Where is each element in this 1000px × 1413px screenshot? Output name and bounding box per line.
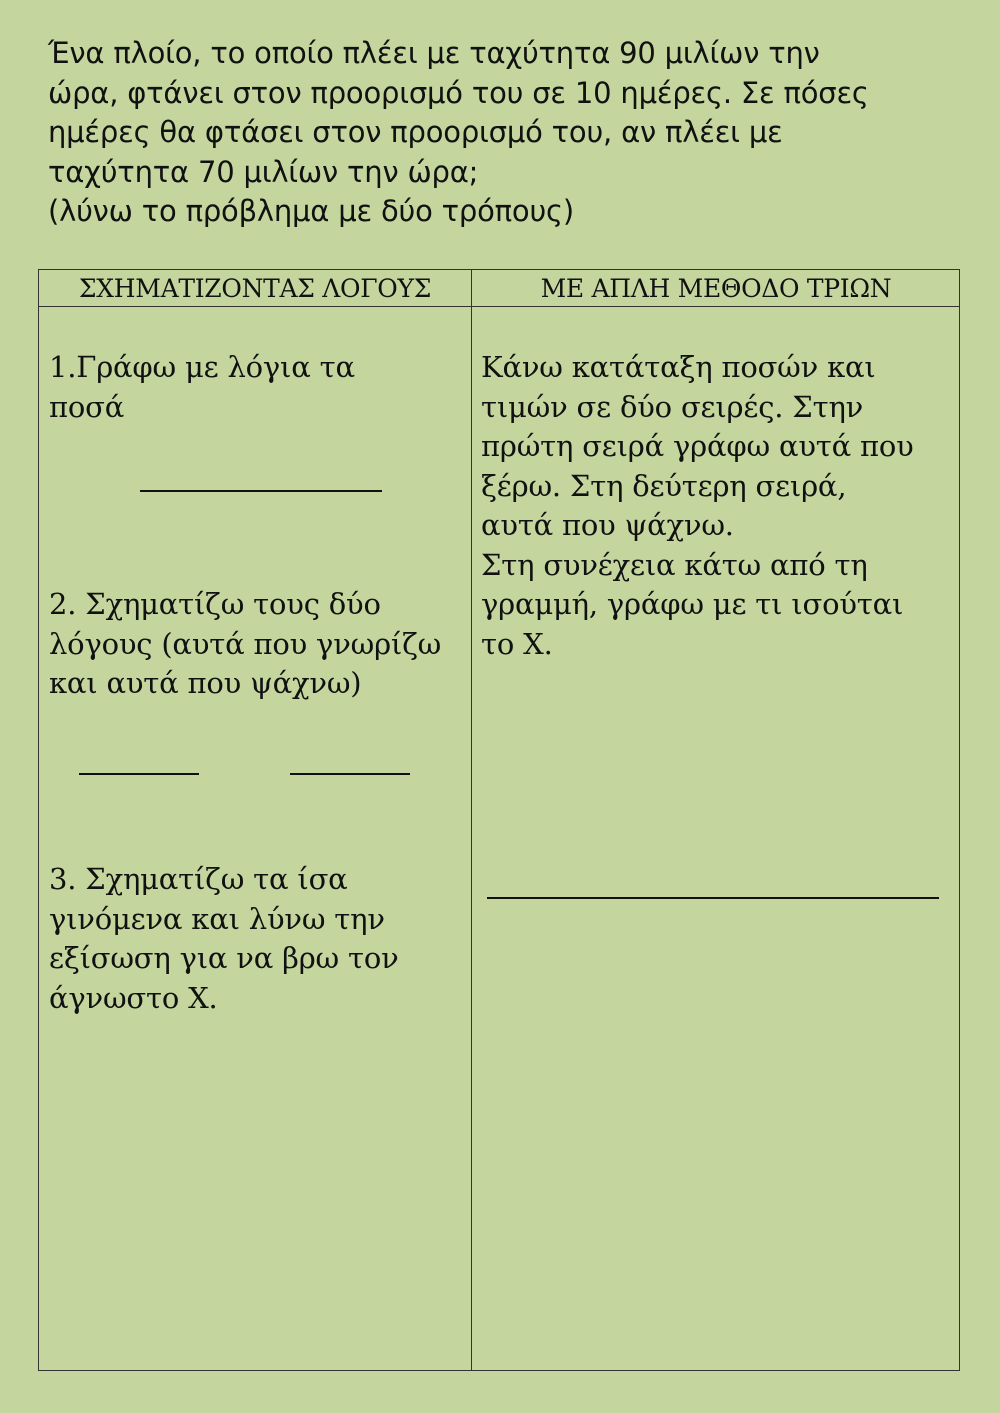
right-method-text: Κάνω κατάταξη ποσών και τιμών σε δύο σειρές. Στην πρώτη σειρά γράφω αυτά που ξέρω. Στη δεύτερη σειρά, αυτά που ψάχνω. Στη συνέχεια κάτω από τη γραμμή, γράφω με τι ισούται το Χ. [481, 350, 914, 661]
header-divider [39, 306, 959, 307]
right-column-header: ΜΕ ΑΠΛΗ ΜΕΘΟΔΟ ΤΡΙΩΝ [540, 274, 892, 303]
left-step-2: 2. Σχηματίζω τους δύο λόγους (αυτά που γνωρίζω και αυτά που ψάχνω) [49, 587, 442, 700]
step-2-ratio-line-left [79, 773, 199, 775]
step-1-answer-line [140, 490, 382, 492]
left-step-3: 3. Σχηματίζω τα ίσα γινόμενα και λύνω την εξίσωση για να βρω τον άγνωστο Χ. [49, 862, 399, 1015]
column-divider [471, 270, 472, 1370]
problem-statement [48, 34, 968, 232]
left-step-1: 1.Γράφω με λόγια τα ποσά [49, 350, 355, 424]
rule-of-three-line [487, 897, 939, 899]
solution-table [38, 269, 960, 1371]
problem-text: Ένα πλοίο, το οποίο πλέει με ταχύτητα 90 μιλίων την ώρα, φτάνει στον προορισμό του σε 10 ημέρες. Σε πόσες ημέρες θα φτάσει στον προορισμό του, αν πλέει με ταχύτητα 70 μιλίων την ώρα; [48, 36, 869, 189]
problem-note: (λύνω το πρόβλημα με δύο τρόπους) [48, 194, 574, 228]
left-column-header: ΣΧΗΜΑΤΙΖΟΝΤΑΣ ΛΟΓΟΥΣ [78, 274, 432, 303]
step-2-ratio-line-right [290, 773, 410, 775]
